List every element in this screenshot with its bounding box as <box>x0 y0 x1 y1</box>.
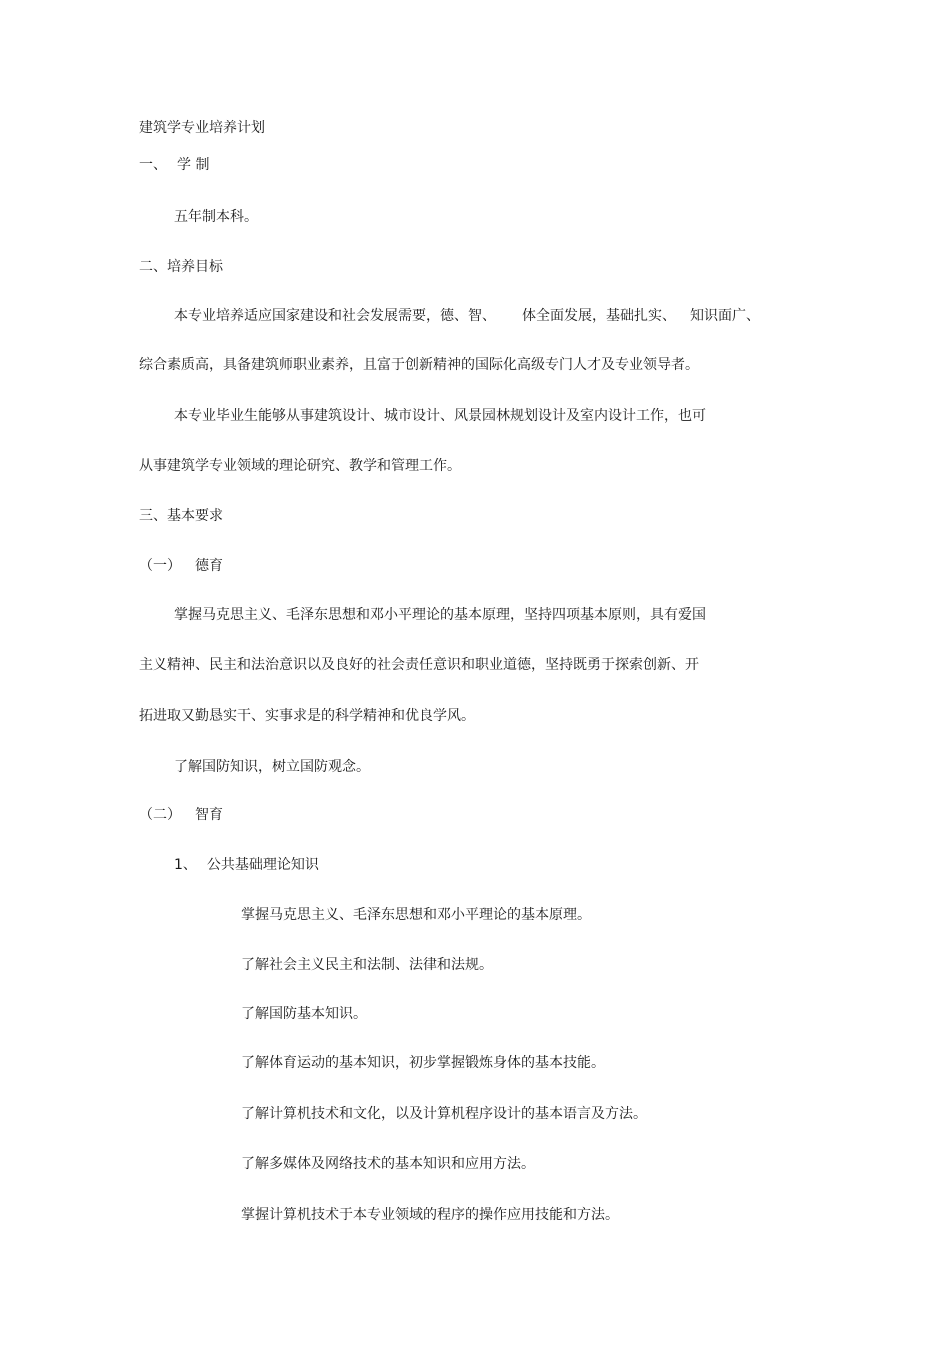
subsection-title: 智育 <box>195 807 223 823</box>
paragraph <box>174 307 760 325</box>
list-item: 掌握马克思主义、毛泽东思想和邓小平理论的基本原理。 <box>241 907 591 923</box>
list-item: 了解国防基本知识。 <box>241 1006 367 1022</box>
paragraph: 了解国防知识，树立国防观念。 <box>174 759 370 775</box>
text-segment: 本专业培养适应国家建设和社会发展需要，德、智、 <box>174 308 496 324</box>
list-item: 了解社会主义民主和法制、法律和法规。 <box>241 957 493 973</box>
paragraph: 掌握马克思主义、毛泽东思想和邓小平理论的基本原理，坚持四项基本原则，具有爱国 <box>174 607 706 623</box>
list-item: 了解体育运动的基本知识，初步掌握锻炼身体的基本技能。 <box>241 1055 605 1071</box>
paragraph: 五年制本科。 <box>174 209 258 225</box>
list-item: 掌握计算机技术于本专业领域的程序的操作应用技能和方法。 <box>241 1207 619 1223</box>
paragraph-continuation: 主义精神、民主和法治意识以及良好的社会责任意识和职业道德，坚持既勇于探索创新、开 <box>139 657 699 673</box>
item-number: 1、 <box>174 857 197 873</box>
section-title: 学 制 <box>177 157 210 173</box>
paragraph: 本专业毕业生能够从事建筑设计、城市设计、风景园林规划设计及室内设计工作，也可 <box>174 408 706 424</box>
list-item: 了解计算机技术和文化，以及计算机程序设计的基本语言及方法。 <box>241 1106 647 1122</box>
paragraph-continuation: 从事建筑学专业领域的理论研究、教学和管理工作。 <box>139 458 461 474</box>
document-title: 建筑学专业培养计划 <box>139 120 265 136</box>
list-item: 了解多媒体及网络技术的基本知识和应用方法。 <box>241 1156 535 1172</box>
paragraph-continuation: 拓进取又勤恳实干、实事求是的科学精神和优良学风。 <box>139 708 475 724</box>
item-title: 公共基础理论知识 <box>206 857 319 873</box>
section-heading-3: 三、基本要求 <box>139 508 223 524</box>
text-segment: 体全面发展，基础扎实、 <box>522 308 676 324</box>
section-heading-2: 二、培养目标 <box>139 259 223 275</box>
section-number: 一、 <box>139 157 167 173</box>
subsection-heading-intellect <box>139 806 223 824</box>
subsection-label: （二） <box>139 807 181 823</box>
section-heading-1 <box>139 156 209 174</box>
subsection-label: （一） <box>139 558 181 574</box>
paragraph-continuation: 综合素质高，具备建筑师职业素养，且富于创新精神的国际化高级专门人才及专业领导者。 <box>139 357 699 373</box>
numbered-item-heading <box>174 856 319 874</box>
text-segment: 知识面广、 <box>690 308 760 324</box>
subsection-title: 德育 <box>195 558 223 574</box>
subsection-heading-moral <box>139 557 223 575</box>
